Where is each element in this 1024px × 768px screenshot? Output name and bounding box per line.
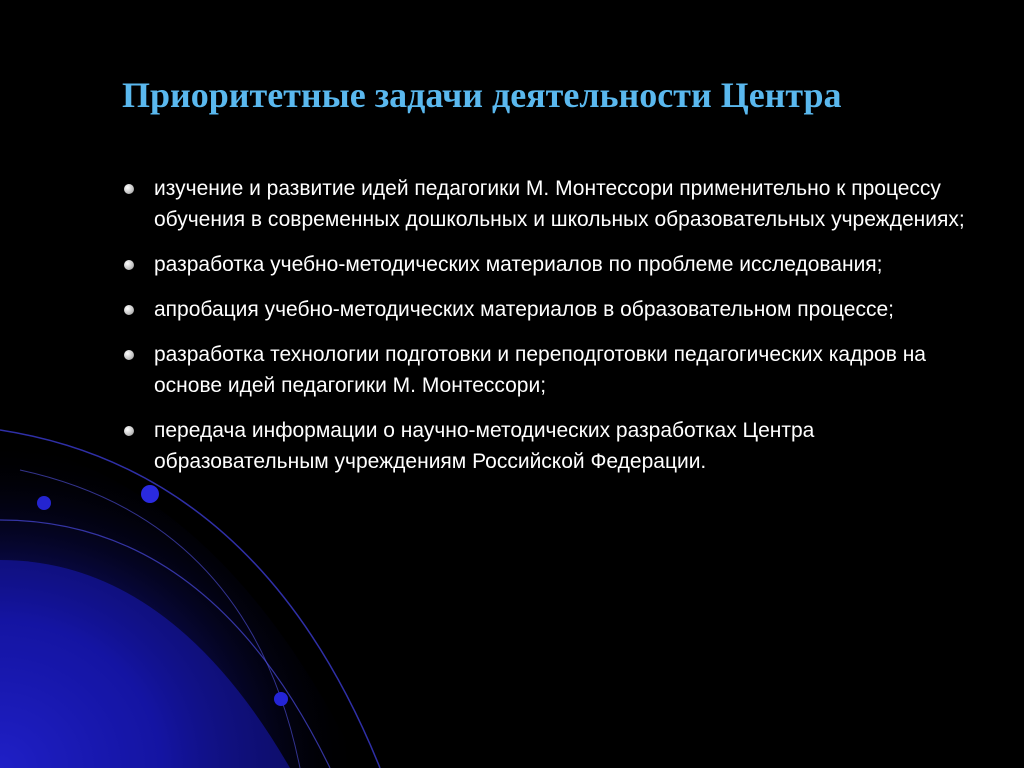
bullet-icon bbox=[124, 184, 134, 194]
orb-small-left bbox=[37, 496, 51, 510]
bullet-icon bbox=[124, 260, 134, 270]
list-item-text: разработка учебно-методических материалов по проблеме исследования; bbox=[154, 253, 883, 276]
list-item bbox=[122, 249, 982, 280]
bullet-icon bbox=[124, 305, 134, 315]
list-item bbox=[122, 173, 982, 235]
slide-title: Приоритетные задачи деятельности Центра bbox=[122, 75, 842, 115]
list-item-text: изучение и развитие идей педагогики М. Монтессори применительно к процессу обучения в современных дошкольных и школьных образовательных учреждениях; bbox=[154, 177, 965, 231]
orb-bottom bbox=[274, 692, 288, 706]
list-item-text: разработка технологии подготовки и переподготовки педагогических кадров на основе идей педагогики М. Монтессори; bbox=[154, 343, 926, 397]
list-item bbox=[122, 294, 982, 325]
list-item-text: апробация учебно-методических материалов в образовательном процессе; bbox=[154, 298, 894, 321]
list-item bbox=[122, 415, 982, 477]
list-item bbox=[122, 339, 982, 401]
task-list bbox=[122, 173, 982, 491]
list-item-text: передача информации о научно-методических разработках Центра образовательным учреждениям Российской Федерации. bbox=[154, 419, 815, 473]
bullet-icon bbox=[124, 350, 134, 360]
bullet-icon bbox=[124, 426, 134, 436]
